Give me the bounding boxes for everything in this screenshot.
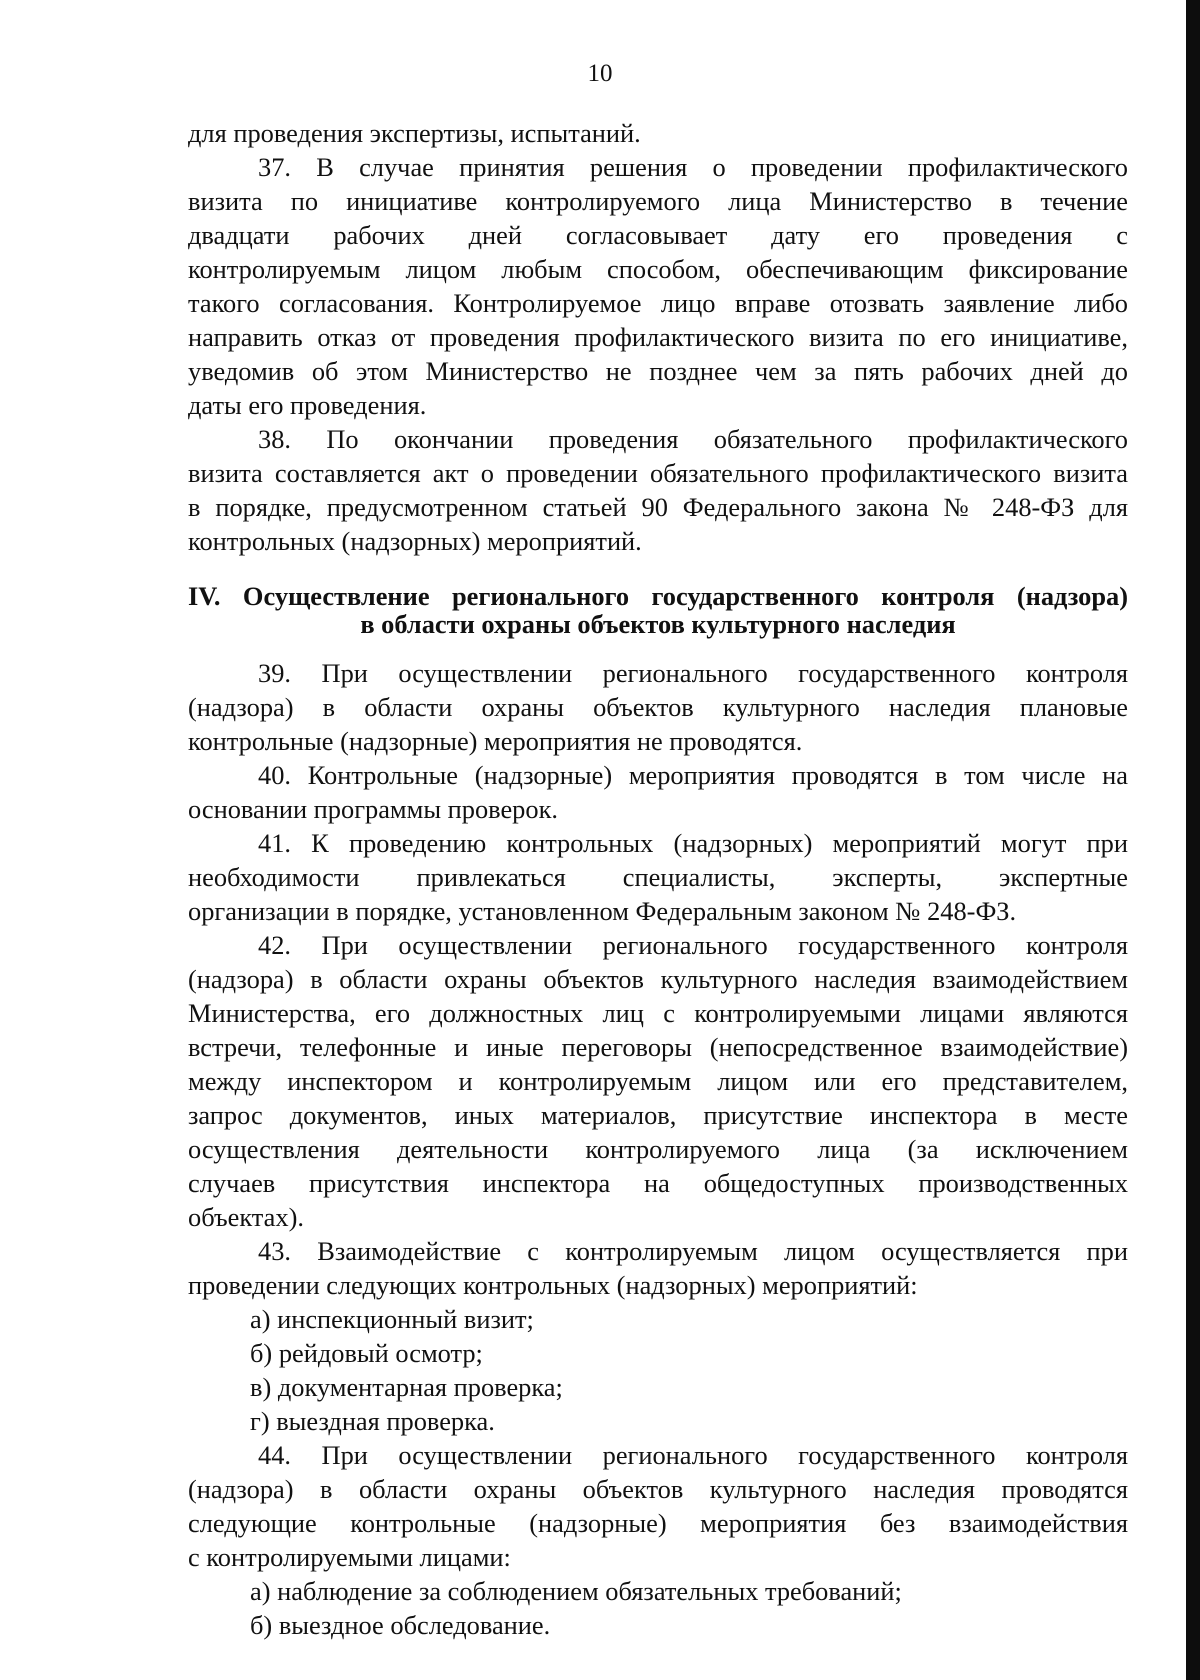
text-line: контролируемым лицом любым способом, обеспечивающим фиксирование	[188, 254, 1128, 284]
text-line: между инспектором и контролируемым лицом или его представителем,	[188, 1066, 1128, 1096]
text-line: 41. К проведению контрольных (надзорных) мероприятий могут при	[258, 828, 1128, 858]
list-item: г) выездная проверка.	[250, 1406, 495, 1436]
text-line: основании программы проверок.	[188, 794, 558, 824]
section-heading	[188, 582, 1128, 638]
text-line: 40. Контрольные (надзорные) мероприятия проводятся в том числе на	[258, 760, 1128, 790]
text-line: запрос документов, иных материалов, присутствие инспектора в месте	[188, 1100, 1128, 1130]
text-line: (надзора) в области охраны объектов культурного наследия проводятся	[188, 1474, 1128, 1504]
text-line: необходимости привлекаться специалисты, эксперты, экспертные	[188, 862, 1128, 892]
paragraph-41	[188, 826, 1128, 928]
text-line: 38. По окончании проведения обязательного профилактического	[258, 424, 1128, 454]
text-line: уведомив об этом Министерство не позднее чем за пять рабочих дней до	[188, 356, 1128, 386]
list-item: а) наблюдение за соблюдением обязательных требований;	[250, 1576, 902, 1606]
text-line: с контролируемыми лицами:	[188, 1542, 511, 1572]
section-heading-line-2: в области охраны объектов культурного наследия	[360, 609, 956, 639]
paragraph-43	[188, 1234, 1128, 1302]
page-number: 10	[587, 60, 613, 87]
list-item: б) рейдовый осмотр;	[250, 1338, 483, 1368]
text-line: визита составляется акт о проведении обязательного профилактического визита	[188, 458, 1128, 488]
text-line: 37. В случае принятия решения о проведении профилактического	[258, 152, 1128, 182]
text-line: (надзора) в области охраны объектов культурного наследия плановые	[188, 692, 1128, 722]
text-line: следующие контрольные (надзорные) мероприятия без взаимодействия	[188, 1508, 1128, 1538]
text-line: (надзора) в области охраны объектов культурного наследия взаимодействием	[188, 964, 1128, 994]
list-item: в) документарная проверка;	[250, 1372, 563, 1402]
text-line: направить отказ от проведения профилактического визита по его инициативе,	[188, 322, 1128, 352]
paragraph-39	[188, 656, 1128, 758]
text-line: визита по инициативе контролируемого лица Министерство в течение	[188, 186, 1128, 216]
text-line: объектах).	[188, 1202, 304, 1232]
text-line: контрольные (надзорные) мероприятия не проводятся.	[188, 726, 803, 756]
text-line: осуществления деятельности контролируемого лица (за исключением	[188, 1134, 1128, 1164]
text-line: 43. Взаимодействие с контролируемым лицом осуществляется при	[258, 1236, 1128, 1266]
list-item: а) инспекционный визит;	[250, 1304, 534, 1334]
text-line: организации в порядке, установленном Федеральным законом № 248-ФЗ.	[188, 896, 1017, 926]
text-line: проведении следующих контрольных (надзорных) мероприятий:	[188, 1270, 918, 1300]
paragraph-38	[188, 422, 1128, 558]
paragraph-37	[188, 150, 1128, 422]
text-line: в порядке, предусмотренном статьей 90 Федерального закона № 248-ФЗ для	[188, 492, 1128, 522]
text-line: даты его проведения.	[188, 390, 427, 420]
document-body	[188, 116, 1128, 1642]
text-line: 39. При осуществлении регионального государственного контроля	[258, 658, 1128, 688]
paragraph-44	[188, 1438, 1128, 1574]
paragraph-40	[188, 758, 1128, 826]
text-line: 42. При осуществлении регионального государственного контроля	[258, 930, 1128, 960]
scan-edge-bar	[1186, 0, 1200, 1680]
paragraph-42	[188, 928, 1128, 1234]
list-item: б) выездное обследование.	[250, 1610, 551, 1640]
text-line: Министерства, его должностных лиц с контролируемыми лицами являются	[188, 998, 1128, 1028]
text-line: случаев присутствия инспектора на общедоступных производственных	[188, 1168, 1128, 1198]
section-heading-line-1: IV. Осуществление регионального государственного контроля (надзора)	[188, 581, 1128, 611]
text-line: для проведения экспертизы, испытаний.	[188, 118, 641, 148]
paragraph-continuation	[188, 116, 1128, 150]
text-line: 44. При осуществлении регионального государственного контроля	[258, 1440, 1128, 1470]
text-line: встречи, телефонные и иные переговоры (непосредственное взаимодействие)	[188, 1032, 1128, 1062]
text-line: такого согласования. Контролируемое лицо вправе отозвать заявление либо	[188, 288, 1128, 318]
text-line: контрольных (надзорных) мероприятий.	[188, 526, 642, 556]
text-line: двадцати рабочих дней согласовывает дату его проведения с	[188, 220, 1128, 250]
